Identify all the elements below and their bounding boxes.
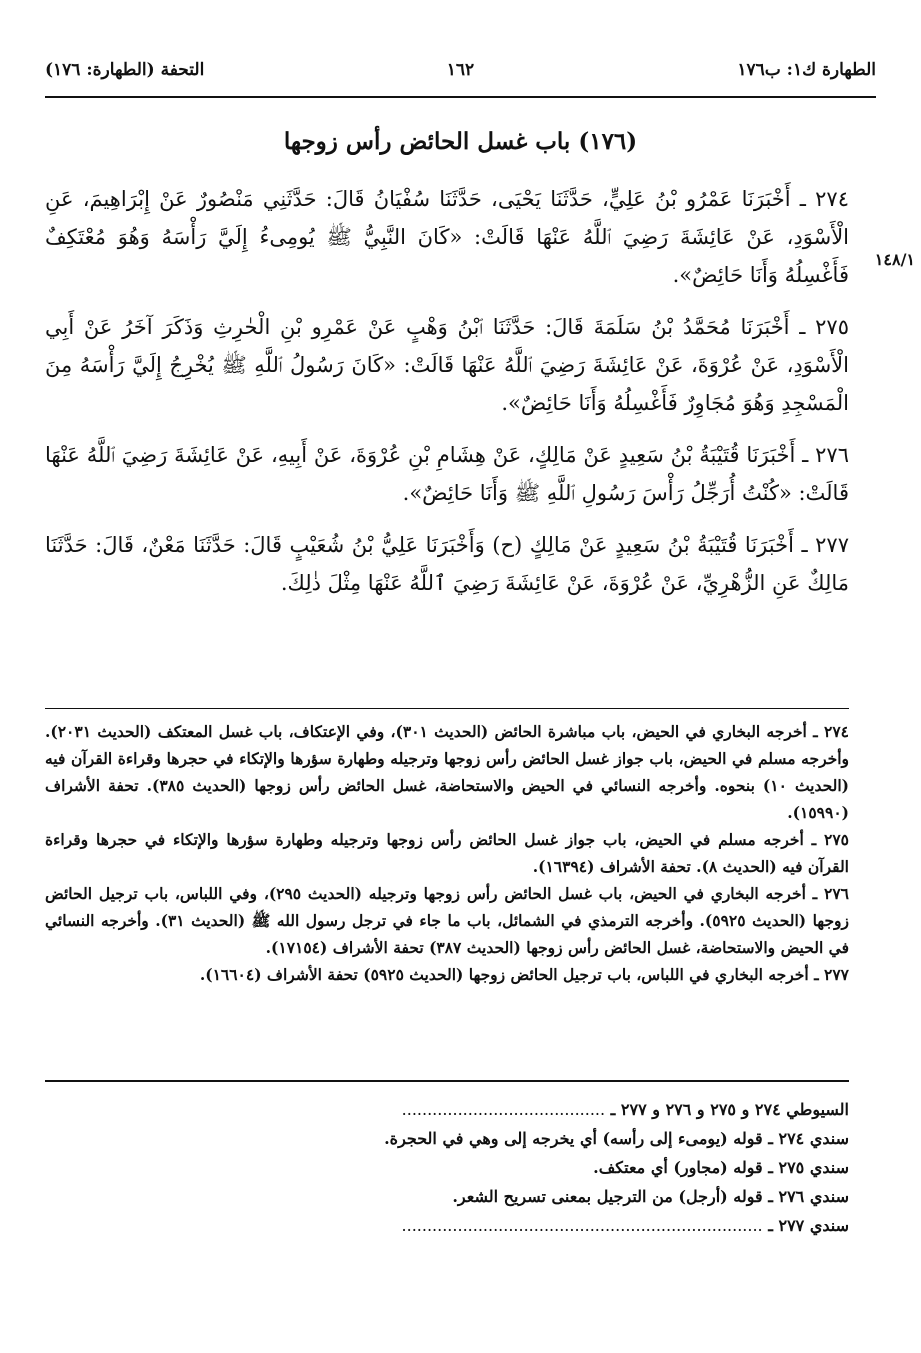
commentary-sindi-275 — [45, 1153, 849, 1182]
commentary-text: سندي ٢٧٥ ـ قوله (مجاور) أي معتكف. — [593, 1158, 849, 1177]
header-section-ref: الطهارة ك١: ب١٧٦ — [737, 60, 876, 80]
leader-dots: ........................................ — [401, 1100, 606, 1119]
marginal-note: ١٤٨/١ — [874, 250, 915, 269]
footnote-277: ٢٧٧ ـ أخرجه البخاري في اللباس، باب ترجيل الحائض زوجها (الحديث ٥٩٢٥) تحفة الأشراف (١٦٦٠٤). — [199, 965, 849, 984]
footnote-276: ٢٧٦ ـ أخرجه البخاري في الحيض، باب غسل الحائض رأس زوجها وترجيله (الحديث ٢٩٥)، وفي اللباس، باب ترجيل الحائض زوجها (الحديث ٥٩٢٥). وأخرجه الترمذي في الشمائل، باب ما جاء في ترجل رسول الله ﷺ (الحديث ٣١). وأخرجه النسائي في الحيض والاستحاضة، غسل الحائض رأس زوجها (الحديث ٣٨٧) تحفة الأشراف (١٧١٥٤). — [45, 884, 849, 957]
hadith-276: ٢٧٦ ـ أَخْبَرَنَا قُتَيْبَةُ بْنُ سَعِيدٍ عَنْ مَالِكٍ، عَنْ هِشَامِ بْنِ عُرْوَةَ، عَنْ أَبِيهِ، عَنْ عَائِشَةَ رَضِيَ ٱللَّهُ عَنْهَا قَالَتْ: «كُنْتُ أُرَجِّلُ رَأْسَ رَسُولِ ٱللَّهِ ﷺ وَأَنَا حَائِضٌ». — [45, 443, 849, 505]
commentary-text: سندي ٢٧٤ ـ قوله (يومىء إلى رأسه) أي يخرجه إلى وهي في الحجرة. — [384, 1129, 849, 1148]
commentary-sindi-277 — [45, 1211, 849, 1240]
commentary-sindi-274 — [45, 1124, 849, 1153]
footnote-275: ٢٧٥ ـ أخرجه مسلم في الحيض، باب جواز غسل الحائض رأس زوجها وترجيله وطهارة سؤرها والإتكاء في حجرها وقراءة القرآن فيه (الحديث ٨). تحفة الأشراف (١٦٣٩٤). — [45, 830, 849, 876]
commentary-sindi-276 — [45, 1182, 849, 1211]
commentary-text: السيوطي ٢٧٤ و ٢٧٥ و ٢٧٦ و ٢٧٧ ـ — [610, 1100, 849, 1119]
footnote-rule — [45, 708, 849, 709]
hadith-text — [45, 180, 849, 616]
commentary-rule — [45, 1080, 849, 1082]
page-number: ١٦٢ — [446, 60, 475, 80]
commentary-text: سندي ٢٧٦ ـ قوله (أرجل) من الترجيل بمعنى تسريح الشعر. — [452, 1187, 849, 1206]
hadith-274: ٢٧٤ ـ أَخْبَرَنَا عَمْرُو بْنُ عَلِيٍّ، حَدَّثَنَا يَحْيَى، حَدَّثَنَا سُفْيَانُ قَالَ: حَدَّثَنِي مَنْصُورٌ عَنْ إِبْرَاهِيمَ، عَنِ الْأَسْوَدِ، عَنْ عَائِشَةَ رَضِيَ ٱللَّهُ عَنْهَا قَالَتْ: «كَانَ النَّبِيُّ ﷺ يُومِىءُ إِلَيَّ رَأْسَهُ وَهُوَ مُعْتَكِفٌ فَأَغْسِلُهُ وَأَنَا حَائِضٌ». — [45, 187, 849, 287]
commentary-suyuti — [45, 1095, 849, 1124]
leader-dots: ....................................................................... — [401, 1216, 763, 1235]
running-header — [45, 60, 876, 90]
commentary — [45, 1095, 849, 1240]
commentary-text: سندي ٢٧٧ ـ — [768, 1216, 849, 1235]
chapter-title: (١٧٦) باب غسل الحائض رأس زوجها — [283, 128, 638, 155]
header-rule — [45, 96, 876, 98]
footnotes — [45, 718, 849, 988]
header-tuhfa-ref: التحفة (الطهارة: ١٧٦) — [45, 60, 205, 80]
footnote-274: ٢٧٤ ـ أخرجه البخاري في الحيض، باب مباشرة الحائض (الحديث ٣٠١)، وفي الإعتكاف، باب غسل المعتكف (الحديث ٢٠٣١). وأخرجه مسلم في الحيض، باب جواز غسل الحائض رأس زوجها وترجيله وطهارة سؤرها والإتكاء في حجرها وقراءة القرآن فيه (الحديث ١٠) بنحوه. وأخرجه النسائي في الحيض والاستحاضة، غسل الحائض رأس زوجها (الحديث ٣٨٥). تحفة الأشراف (١٥٩٩٠). — [45, 722, 850, 822]
hadith-277: ٢٧٧ ـ أَخْبَرَنَا قُتَيْبَةُ بْنُ سَعِيدٍ عَنْ مَالِكٍ (ح) وَأَخْبَرَنَا عَلِيُّ بْنُ شُعَيْبٍ قَالَ: حَدَّثَنَا مَعْنٌ، قَالَ: حَدَّثَنَا مَالِكٌ عَنِ الزُّهْرِيِّ، عَنْ عُرْوَةَ، عَنْ عَائِشَةَ رَضِيَ ٱللَّهُ عَنْهَا مِثْلَ ذٰلِكَ. — [45, 533, 849, 595]
hadith-275: ٢٧٥ ـ أَخْبَرَنَا مُحَمَّدُ بْنُ سَلَمَةَ قَالَ: حَدَّثَنَا ٱبْنُ وَهْبٍ عَنْ عَمْرِو بْنِ الْحٰرِثِ وَذَكَرَ آخَرُ عَنْ أَبِي الْأَسْوَدِ، عَنْ عُرْوَةَ، عَنْ عَائِشَةَ رَضِيَ ٱللَّهُ عَنْهَا قَالَتْ: «كَانَ رَسُولُ ٱللَّهِ ﷺ يُخْرِجُ إِلَيَّ رَأْسَهُ مِنَ الْمَسْجِدِ وَهُوَ مُجَاوِرٌ فَأَغْسِلُهُ وَأَنَا حَائِضٌ». — [45, 315, 849, 415]
